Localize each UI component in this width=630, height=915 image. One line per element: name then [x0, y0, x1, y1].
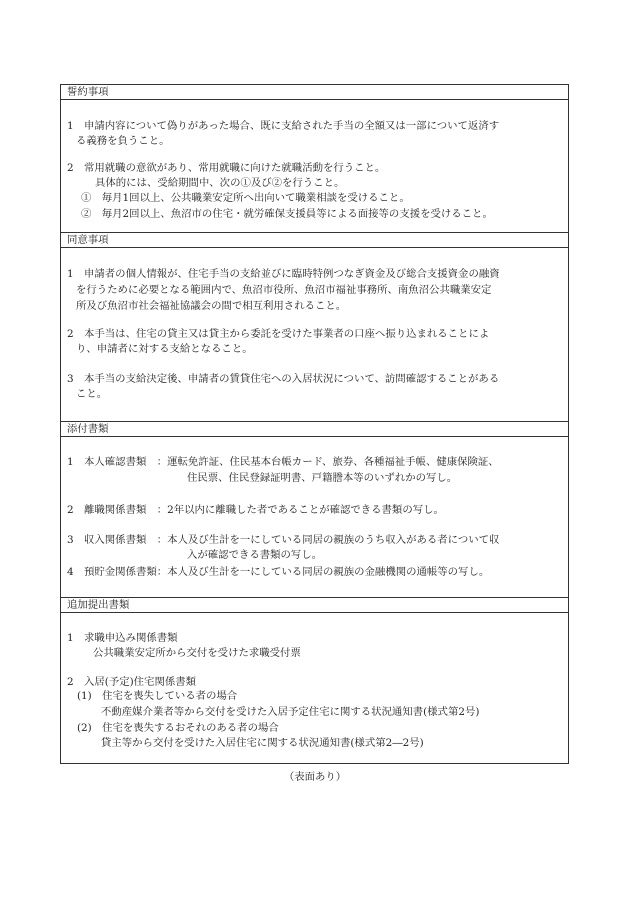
pledge-line: ① 毎月1回以上、公共職業安定所へ出向いて職業相談を受けること。: [81, 192, 410, 204]
pledge-line: る義務を負うこと。: [76, 135, 170, 147]
consent-line: こと。: [76, 388, 108, 400]
additional-line: 2 入居(予定)住宅関係書類: [67, 676, 197, 688]
consent-line: を行うために必要となる範囲内で、魚沼市役所、魚沼市福祉事務所、南魚沼公共職業安定: [76, 284, 492, 296]
page-footer-note: （表面あり）: [283, 771, 347, 783]
consent-heading: 同意事項: [61, 232, 568, 248]
attachments-heading: 添付書類: [61, 421, 568, 437]
attachments-line: 4 預貯金関係書類：本人及び生計を一にしている同居の親族の金融機関の通帳等の写し。: [67, 566, 490, 578]
consent-line: り、申請者に対する支給となること。: [76, 343, 253, 355]
additional-line: 公共職業安定所から交付を受けた求職受付票: [93, 647, 301, 659]
additional-heading: 追加提出書類: [61, 597, 568, 613]
additional-line: (2) 住宅を喪失するおそれのある者の場合: [77, 722, 279, 734]
additional-line: 1 求職申込み関係書類: [67, 632, 178, 644]
pledge-line: 2 常用就職の意欲があり、常用就職に向けた就職活動を行うこと。: [67, 162, 386, 174]
consent-line: 2 本手当は、住宅の貸主又は貸主から委託を受けた事業者の口座へ振り込まれることによ: [67, 328, 490, 340]
consent-line: 3 本手当の支給決定後、申請者の賃貸住宅への入居状況について、訪問確認することがある: [67, 373, 500, 385]
pledge-line: ② 毎月2回以上、魚沼市の住宅・就労確保支援員等による面接等の支援を受けること。: [81, 208, 493, 220]
pledge-line: 1 申請内容について偽りがあった場合、既に支給された手当の全額又は一部について返済す: [67, 120, 500, 132]
consent-line: 1 申請者の個人情報が、住宅手当の支給並びに臨時特例つなぎ資金及び総合支援資金の融資: [67, 268, 500, 280]
pledge-heading: 誓約事項: [61, 85, 568, 100]
additional-line: (1) 住宅を喪失している者の場合: [77, 690, 238, 702]
form-table: [60, 84, 569, 764]
pledge-line: 具体的には、受給期間中、次の①及び②を行うこと。: [95, 177, 345, 189]
attachments-line: 2 離職関係書類 ：2年以内に離職した者であることが確認できる書類の写し。: [67, 504, 444, 516]
consent-line: 所及び魚沼市社会福祉協議会の間で相互利用されること。: [76, 300, 347, 312]
attachments-line: 3 収入関係書類 ：本人及び生計を一にしている同居の親族のうち収入がある者について収: [67, 534, 500, 546]
additional-line: 貸主等から交付を受けた入居住宅に関する状況通知書(様式第2―2号): [101, 737, 424, 749]
attachments-line: 1 本人確認書類 ：運転免許証、住民基本台帳カード、旅券、各種福祉手帳、健康保険証、: [67, 456, 499, 468]
additional-line: 不動産媒介業者等から交付を受けた入居予定住宅に関する状況通知書(様式第2号): [101, 706, 480, 718]
attachments-line: 入が確認できる書類の写し。: [187, 549, 323, 561]
attachments-line: 住民票、住民登録証明書、戸籍謄本等のいずれかの写し。: [187, 472, 458, 484]
